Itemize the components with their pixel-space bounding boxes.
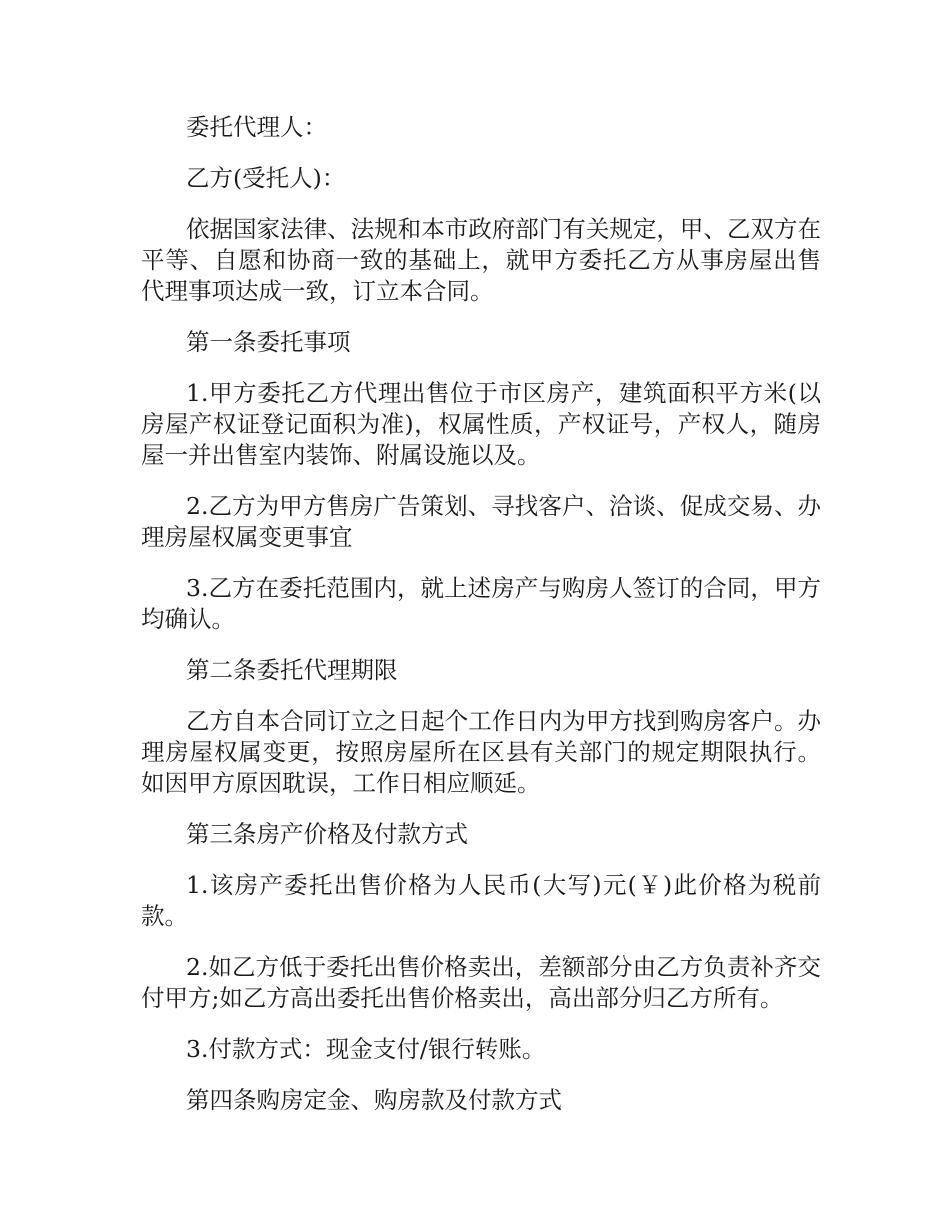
article-2-heading: 第二条委托代理期限 xyxy=(186,656,398,684)
article-1-clause-2: 2.乙方为甲方售房广告策划、寻找客户、洽谈、促成交易、办理房屋权属变更事宜 xyxy=(141,492,821,551)
document-body xyxy=(141,112,821,1136)
agent-label: 委托代理人： xyxy=(186,113,327,141)
article-1-clause-1: 1.甲方委托乙方代理出售位于市区房产，建筑面积平方米(以房屋产权证登记面积为准)，权属性质，产权证号，产权人，随房屋一并出售室内装饰、附属设施以及。 xyxy=(141,379,821,469)
article-4-heading: 第四条购房定金、购房款及付款方式 xyxy=(186,1086,562,1114)
article-3-clause-2: 2.如乙方低于委托出售价格卖出，差额部分由乙方负责补齐交付甲方;如乙方高出委托出售价格卖出，高出部分归乙方所有。 xyxy=(141,953,821,1012)
article-3-clause-3: 3.付款方式：现金支付/银行转账。 xyxy=(186,1035,546,1063)
article-3-clause-1: 1.该房产委托出售价格为人民币(大写)元(￥)此价格为税前款。 xyxy=(141,871,821,930)
article-1-clause-3: 3.乙方在委托范围内，就上述房产与购房人签订的合同，甲方均确认。 xyxy=(141,574,821,633)
preamble-paragraph: 依据国家法律、法规和本市政府部门有关规定，甲、乙双方在平等、自愿和协商一致的基础上，就甲方委托乙方从事房屋出售代理事项达成一致，订立本合同。 xyxy=(141,215,821,305)
article-1-heading: 第一条委托事项 xyxy=(186,328,351,356)
party-b-label: 乙方(受托人)： xyxy=(186,164,346,192)
article-3-heading: 第三条房产价格及付款方式 xyxy=(186,820,468,848)
article-2-body: 乙方自本合同订立之日起个工作日内为甲方找到购房客户。办理房屋权属变更，按照房屋所在区县有关部门的规定期限执行。如因甲方原因耽误，工作日相应顺延。 xyxy=(141,707,821,797)
